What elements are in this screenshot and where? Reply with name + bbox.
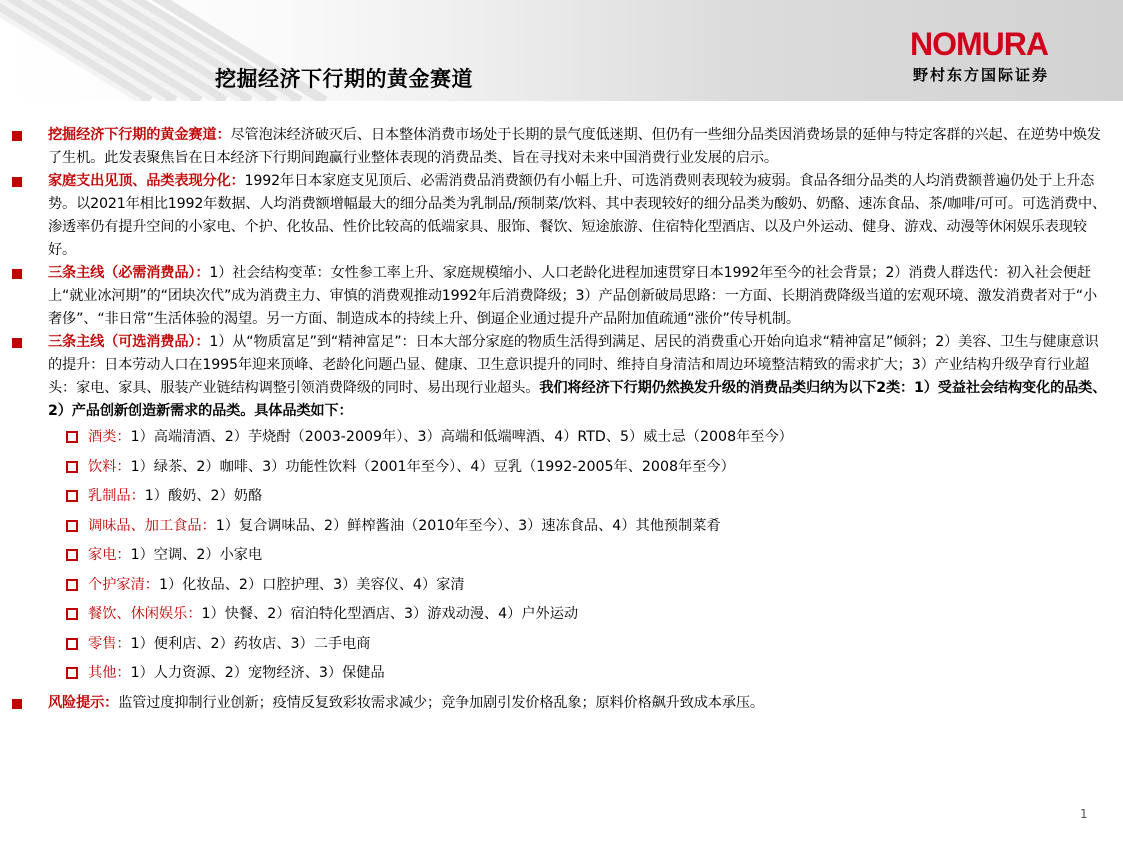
bullet-golden-track — [0, 124, 1123, 170]
checkbox-icon — [66, 520, 78, 532]
category-item — [0, 662, 1123, 692]
bullet-text: 1）从“物质富足”到“精神富足”：日本大部分家庭的物质生活得到满足、居民的消费重心开始向追求“精神富足”倾斜；2）美容、卫生与健康意识的提升：日本劳动人口在1995年迎来顶峰、老龄化问题凸显、健康、卫生意识提升的同时、维持自身清洁和周边环境整洁精致的需求扩大；3）产业结构升级孕育行业超头：家电、家具、服装产业链结构调整引领消费降级的同时、易出现行业超头。 — [48, 334, 1099, 396]
bullet-heading: 三条主线（可选消费品）： — [48, 334, 210, 350]
checkbox-icon — [66, 638, 78, 650]
category-item — [0, 633, 1123, 663]
checkbox-icon — [66, 667, 78, 679]
bullet-text: 1）社会结构变革：女性参工率上升、家庭规模缩小、人口老龄化进程加速贯穿日本1992年至今的社会背景；2）消费人群迭代：初入社会便赶上“就业冰河期”的“团块次代”成为消费主力、审慎的消费观推动1992年后消费降级；3）产品创新破局思路：一方面、长期消费降级当道的宏观环境、激发消费者对于“小奢侈”、“非日常”生活体验的渴望。另一方面、制造成本的持续上升、倒逼企业通过提升产品附加值疏通“涨价”传导机制。 — [48, 265, 1097, 327]
category-name: 家电： — [88, 547, 131, 563]
category-items: 1）空调、2）小家电 — [130, 547, 263, 563]
category-name: 乳制品： — [88, 488, 145, 504]
bullet-text: 监管过度抑制行业创新；疫情反复致彩妆需求减少；竞争加剧引发价格乱象；原料价格飙升致成本承压。 — [118, 694, 764, 711]
category-item — [0, 485, 1123, 515]
category-item — [0, 603, 1123, 633]
category-items: 1）便利店、2）药妆店、3）二手电商 — [130, 635, 371, 652]
page-number: 1 — [1080, 807, 1088, 821]
category-items: 1）人力资源、2）宠物经济、3）保健品 — [130, 665, 385, 681]
content-body — [0, 124, 1123, 715]
bullet-square-icon — [12, 338, 22, 348]
category-name: 零售： — [88, 635, 131, 652]
bullet-heading: 家庭支出见顶、品类表现分化： — [48, 173, 245, 189]
checkbox-icon — [66, 608, 78, 620]
category-name: 其他： — [88, 665, 131, 681]
bullet-heading: 三条主线（必需消费品）： — [48, 265, 210, 281]
bullet-essential-consumer — [0, 262, 1123, 331]
category-items: 1）高端清酒、2）芋烧酎（2003-2009年）、3）高端和低端啤酒、4）RTD、5）威士忌（2008年至今） — [130, 429, 793, 445]
logo-wordmark: NOMURA — [910, 26, 1048, 62]
checkbox-icon — [66, 579, 78, 591]
category-item — [0, 574, 1123, 604]
bullet-heading: 风险提示： — [48, 694, 119, 711]
category-items: 1）化妆品、2）口腔护理、3）美容仪、4）家清 — [158, 576, 465, 593]
logo-subtitle: 野村东方国际证券 — [913, 66, 1050, 84]
category-name: 个护家清： — [88, 576, 159, 593]
checkbox-icon — [66, 461, 78, 473]
checkbox-icon — [66, 431, 78, 443]
bullet-text: 尽管泡沫经济破灭后、日本整体消费市场处于长期的景气度低迷期、但仍有一些细分品类因消费场景的延伸与特定客群的兴起、在逆势中焕发了生机。此发表聚焦旨在日本经济下行期间跑赢行业整体表现的消费品类、旨在寻找对未来中国消费行业发展的启示。 — [48, 127, 1101, 166]
category-items: 1）快餐、2）宿泊特化型酒店、3）游戏动漫、4）户外运动 — [201, 606, 579, 622]
bullet-square-icon — [12, 269, 22, 279]
bullet-square-icon — [12, 131, 22, 141]
bullet-household-spending — [0, 170, 1123, 262]
checkbox-icon — [66, 490, 78, 502]
category-item — [0, 515, 1123, 545]
category-item — [0, 544, 1123, 574]
category-name: 饮料： — [88, 458, 131, 475]
category-item — [0, 456, 1123, 486]
category-name: 酒类： — [88, 429, 131, 445]
page-title: 挖掘经济下行期的黄金赛道 — [215, 66, 473, 91]
bullet-square-icon — [12, 177, 22, 187]
bullet-heading: 挖掘经济下行期的黄金赛道： — [48, 127, 231, 143]
category-items: 1）复合调味品、2）鲜榨酱油（2010年至今）、3）速冻食品、4）其他预制菜肴 — [215, 517, 721, 534]
category-name: 餐饮、休闲娱乐： — [88, 606, 202, 622]
bullet-discretionary-consumer — [0, 331, 1123, 423]
bullet-risk-warning — [0, 692, 1123, 715]
header-band — [0, 0, 1123, 101]
bullet-text: 1992年日本家庭支见顶后、必需消费品消费额仍有小幅上升、可选消费则表现较为疲弱。食品各细分品类的人均消费额普遍仍处于上升态势。以2021年相比1992年数据、人均消费额增幅最大的细分品类为乳制品/预制菜/饮料、其中表现较好的细分品类为酸奶、奶酪、速冻食品、茶/咖啡/可可。可选消费中、渗透率仍有提升空间的小家电、个护、化妆品、性价比较高的低端家具、服饰、餐饮、短途旅游、住宿特化型酒店、以及户外运动、健身、游戏、动漫等休闲娱乐表现较好。 — [48, 173, 1107, 258]
nomura-logo — [910, 28, 1080, 86]
checkbox-icon — [66, 549, 78, 561]
bullet-bold-text: 我们将经济下行期仍然换发升级的消费品类归纳为以下2类：1）受益社会结构变化的品类、2）产品创新创造新需求的品类。具体品类如下： — [48, 380, 1107, 419]
category-name: 调味品、加工食品： — [88, 517, 216, 534]
category-items: 1）绿茶、2）咖啡、3）功能性饮料（2001年至今）、4）豆乳（1992-2005年、2008年至今） — [130, 458, 735, 475]
category-items: 1）酸奶、2）奶酪 — [144, 488, 263, 504]
category-item — [0, 426, 1123, 456]
bullet-square-icon — [12, 699, 22, 709]
